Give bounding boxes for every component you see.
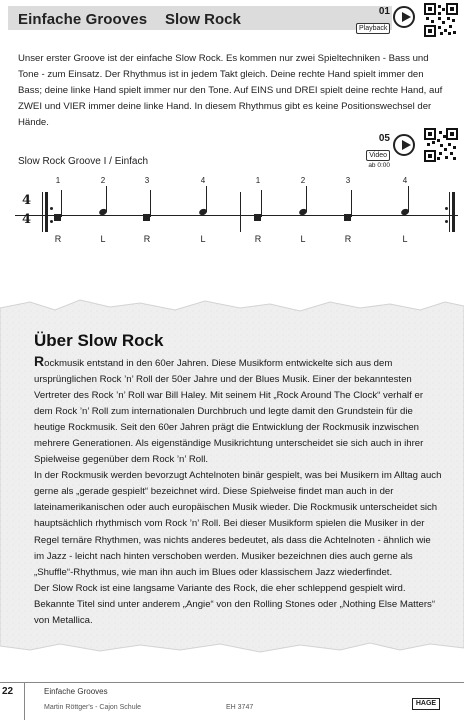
beat-number: 3 [345, 176, 351, 185]
note-stem [408, 186, 409, 212]
about-paragraph-1: Rockmusik entstand in den 60er Jahren. Diese Musikform entwickelte sich aus dem ursprünglichen Rock ’n’ Roll der 50er Jahre und der Blues Musik. Einer der bekanntesten Vertreter des Rock ’n’ Roll war Bill Haley. Mit seinem Hit „Rock Around The Clock“ verhalf er dem Rock ’n’ Roll zum internationalen Durchbruch und legte damit den Grundstein für die heutige Rockmusik. Seit den 60er Jahren prägt die Entwicklung der Rockmusik inzwischen mehrere Generationen. Als eigenständige Musikrichtung unterscheidet sie sich auch in ihrer Spielweise gegenüber dem Rock ’n’ Roll. [34, 353, 424, 466]
hand-label: R [254, 234, 262, 244]
track-label: Playback [356, 23, 390, 34]
repeat-dot-bottom [50, 220, 53, 223]
hand-label: L [100, 234, 106, 244]
start-barline [42, 192, 43, 232]
footer-book: Martin Röttger's - Cajon Schule [44, 704, 142, 711]
footer-divider [24, 683, 25, 720]
time-signature-top: 4 [22, 193, 32, 208]
about-title: Über Slow Rock [34, 331, 164, 350]
beat-number: 3 [144, 176, 150, 185]
note-stem [106, 186, 107, 212]
publisher-logo: HAGE [412, 698, 440, 710]
footer-section: Einfache Grooves [44, 687, 108, 696]
note-stem [61, 190, 62, 217]
beat-number: 4 [402, 176, 408, 185]
track-number: 01 [378, 6, 390, 17]
end-repeat-bar [452, 192, 455, 232]
note-bass [143, 214, 150, 221]
video-number: 05 [378, 133, 390, 144]
hand-label: R [143, 234, 151, 244]
footer-rule [0, 682, 464, 683]
about-paragraph-3: Der Slow Rock ist eine langsame Variante des Rock, die eher schleppend gespielt wird. Bekannte Titel sind unter anderem „Angie“ von den Rolling Stones oder „Nothing Else Matters“ von Metallica. [34, 582, 436, 626]
playback-badge [356, 6, 390, 35]
hand-label: R [344, 234, 352, 244]
page-number: 22 [2, 686, 14, 697]
note-stem [261, 190, 262, 217]
end-repeat-dot-bottom [445, 220, 448, 223]
hand-label: L [300, 234, 306, 244]
intro-paragraph: Unser erster Groove ist der einfache Slow Rock. Es kommen nur zwei Spieltechniken - Bass und Tone - zum Einsatz. Der Rhythmus ist in jedem Takt gleich. Deine rechte Hand spielt immer den Bass; deine linke Hand spielt immer nur den Tone. Auf EINS und DREI spielt deine rechte Hand, auf ZWEI und VIER immer deine linke Hand. In diesem Rhythmus gibt es keine Positionswechsel der Hände. [18, 53, 443, 128]
footer-edition: EH 3747 [226, 704, 254, 711]
video-label: Video [366, 150, 390, 161]
bar-line [240, 192, 241, 232]
play-icon[interactable] [393, 6, 415, 28]
groove-title: Slow Rock Groove I / Einfach [18, 156, 149, 167]
hand-label: L [200, 234, 206, 244]
time-signature-bottom: 4 [22, 212, 32, 227]
video-badge [356, 133, 390, 170]
repeat-dot-top [50, 207, 53, 210]
note-bass [254, 214, 261, 221]
note-stem [150, 190, 151, 217]
note-stem [351, 190, 352, 217]
beat-number: 2 [100, 176, 106, 185]
hand-label: L [402, 234, 408, 244]
play-video-icon[interactable] [393, 134, 415, 156]
note-stem [206, 186, 207, 212]
drop-cap: R [34, 353, 45, 369]
beat-number: 4 [200, 176, 206, 185]
end-repeat-dot-top [445, 207, 448, 210]
note-bass [54, 214, 61, 221]
end-barline [449, 192, 450, 232]
beat-number: 2 [300, 176, 306, 185]
about-text [34, 353, 442, 629]
video-time: ab 0:00 [368, 162, 390, 169]
section-title: Slow Rock [165, 11, 241, 28]
note-stem [306, 186, 307, 212]
hand-label: R [54, 234, 62, 244]
chapter-title: Einfache Grooves [18, 11, 148, 28]
note-bass [344, 214, 351, 221]
qr-code-icon[interactable] [424, 3, 458, 37]
beat-number: 1 [255, 176, 261, 185]
beat-number: 1 [55, 176, 61, 185]
qr-code-video-icon[interactable] [424, 128, 458, 162]
start-repeat-bar [45, 192, 48, 232]
about-paragraph-2: In der Rockmusik werden bevorzugt Achtelnoten binär gespielt, was bei Musikern im Alltag auch gerne als „gerade gespielt“ bezeichnet wird. Diese Spielweise findet man auch in der lateinamerikanischen oder auch europäischen Musik wieder. Die Rockmusik unterscheidet sich hauptsächlich rhythmisch vom Rock ’n’ Roll. Bei dieser Musikform spielen die Musiker in der Regel ternäre Rhythmen, was nichts anderes bedeutet, als dass die Achtelnoten - ähnlich wie im Jazz - leicht nach hinten verschoben werden. Musiker bezeichnen dies auch gerne als „Shuffle“-Rhythmus, wie man ihn auch im Blues oder klassischem Jazz wiederfindet. [34, 470, 442, 578]
staff-line [15, 215, 458, 216]
